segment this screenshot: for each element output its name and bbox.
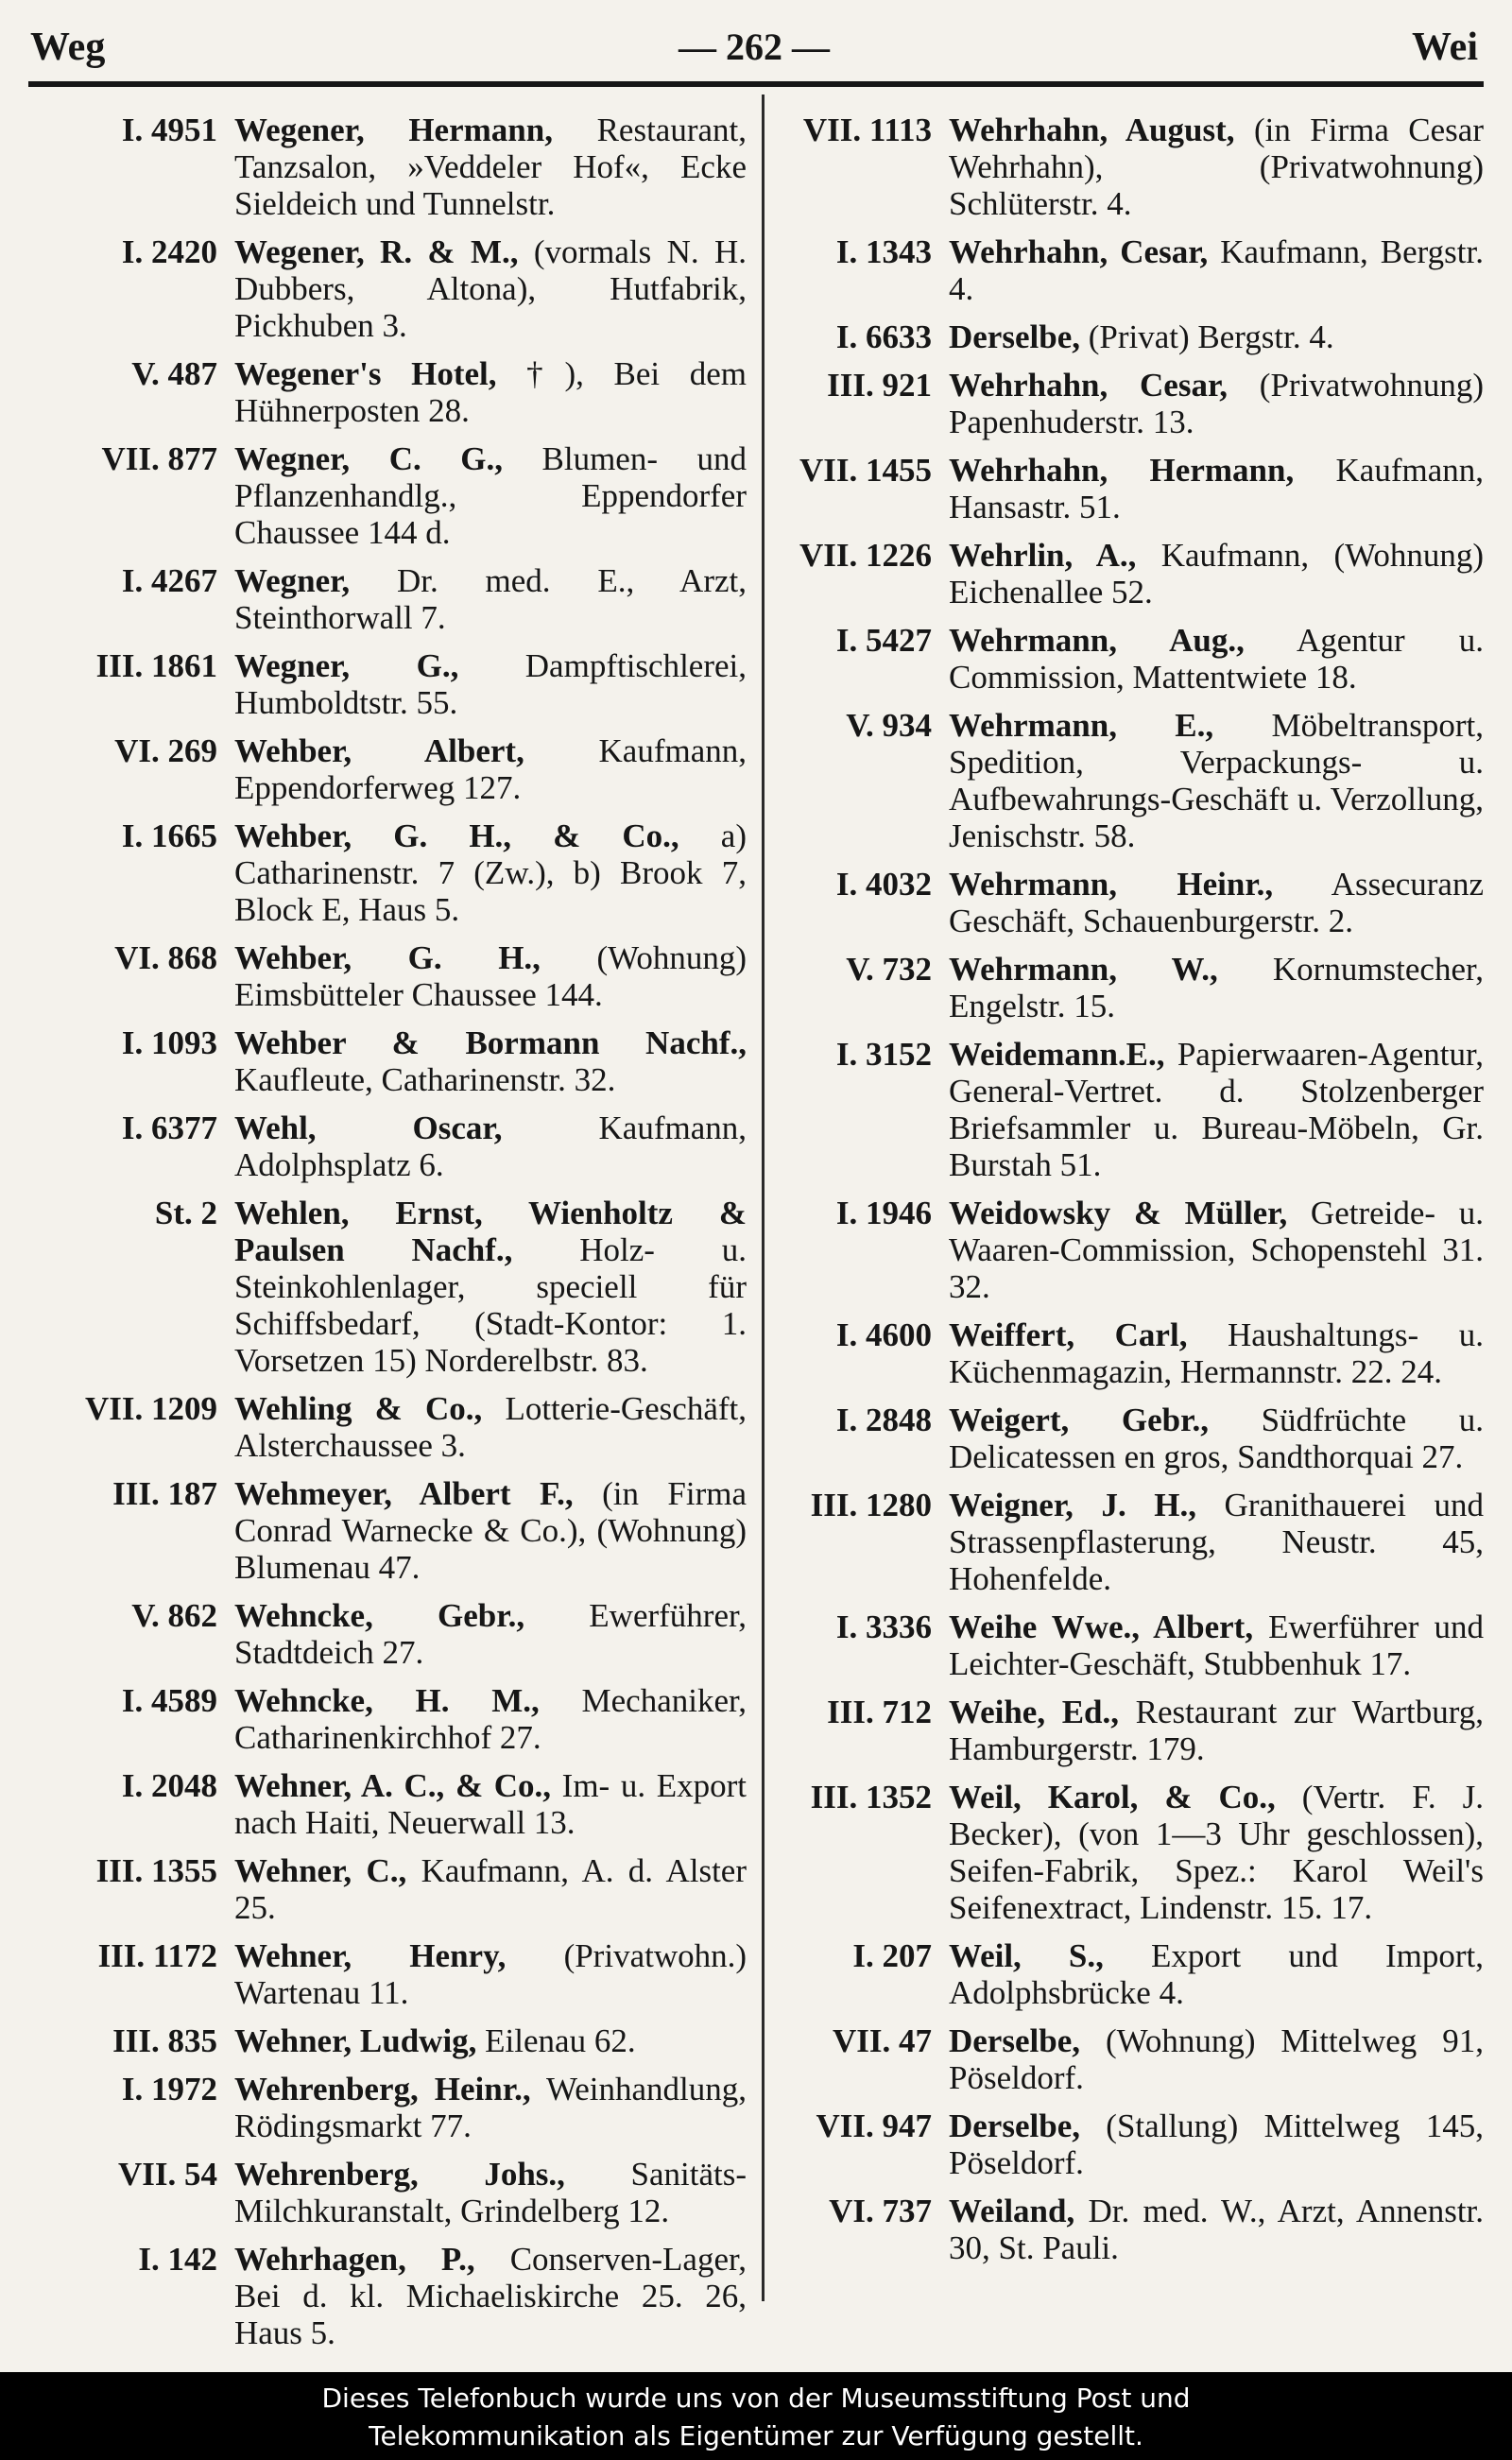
directory-entry	[28, 1110, 747, 1183]
entry-details: (in Firma Conrad Warnecke & Co.), (Wohnung) Blumenau 47.	[234, 1475, 747, 1586]
directory-entry	[28, 817, 747, 928]
entry-text	[949, 537, 1484, 611]
directory-entry	[28, 1390, 747, 1464]
footer-line-2: Telekommunikation als Eigentümer zur Verfügung gestellt.	[369, 2420, 1143, 2451]
phone-number: VI. 868	[114, 939, 217, 976]
directory-entry	[773, 367, 1484, 440]
entry-details: Conserven-Lager, Bei d. kl. Michaeliskirche 25. 26, Haus 5.	[234, 2241, 747, 2351]
directory-entry	[773, 1487, 1484, 1597]
phone-number: I. 4589	[121, 1682, 217, 1719]
entry-text	[234, 647, 747, 721]
phone-number: V. 934	[846, 707, 932, 744]
entry-details: Holz- u. Steinkohlenlager, speciell für Schiffsbedarf, (Stadt-Kontor: 1. Vorsetzen 15) Norderelbstr. 83.	[234, 1231, 747, 1379]
header-right-keyword: Wei	[1412, 26, 1478, 69]
entry-details: Haushaltungs- u. Küchenmagazin, Hermannstr. 22. 24.	[949, 1316, 1484, 1390]
phone-number: VI. 269	[114, 732, 217, 769]
directory-entry	[773, 1316, 1484, 1390]
phone-number: III. 1172	[97, 1937, 217, 1974]
directory-entry	[773, 2107, 1484, 2181]
entry-details: Sanitäts-Milchkuranstalt, Grindelberg 12.	[234, 2156, 747, 2229]
entry-name: Weidowsky & Müller,	[949, 1195, 1288, 1231]
entry-details: Weinhandlung, Rödingsmarkt 77.	[234, 2071, 747, 2144]
directory-entry	[773, 2193, 1484, 2266]
entry-details: Granithauerei und Strassenpflasterung, Neustr. 45, Hohenfelde.	[949, 1487, 1484, 1597]
entry-text	[234, 440, 747, 551]
entry-name: Wehner, Henry,	[234, 1937, 507, 1974]
entry-details: Agentur u. Commission, Mattentwiete 18.	[949, 622, 1484, 696]
entry-name: Wegner,	[234, 562, 351, 599]
directory-entry	[773, 112, 1484, 222]
directory-entry	[28, 2071, 747, 2144]
entry-name: Wehncke, H. M.,	[234, 1682, 540, 1719]
entry-text	[949, 707, 1484, 854]
phone-number: I. 2048	[121, 1767, 217, 1804]
entry-name: Wegner, G.,	[234, 647, 459, 684]
entry-text	[949, 1195, 1484, 1305]
entry-details: Restaurant, Tanzsalon, »Veddeler Hof«, Ecke Sieldeich und Tunnelstr.	[234, 112, 747, 222]
directory-entry	[773, 318, 1484, 355]
phone-number: I. 4032	[835, 866, 932, 903]
entry-name: Weihe, Ed.,	[949, 1694, 1120, 1730]
directory-entry	[773, 707, 1484, 854]
entry-details: Restaurant zur Wartburg, Hamburgerstr. 179.	[949, 1694, 1485, 1767]
header-left-keyword: Weg	[30, 26, 106, 69]
entry-text	[234, 1852, 747, 1926]
entry-name: Derselbe,	[949, 2107, 1080, 2144]
directory-entry	[28, 2022, 747, 2059]
entry-details: Ewerführer, Stadtdeich 27.	[234, 1597, 747, 1671]
entry-text	[234, 1937, 747, 2011]
entry-details: Möbeltransport, Spedition, Verpackungs- u. Aufbewahrungs-Geschäft u. Verzollung, Jenischstr. 58.	[949, 707, 1484, 854]
entry-details: Kaufmann, Adolphsplatz 6.	[234, 1110, 747, 1183]
entry-details: (vormals N. H. Dubbers, Altona), Hutfabrik, Pickhuben 3.	[234, 233, 747, 344]
entry-name: Wehrenberg, Johs.,	[234, 2156, 565, 2193]
phone-number: I. 6377	[121, 1110, 217, 1146]
entry-details: Dr. med. E., Arzt, Steinthorwall 7.	[234, 562, 747, 636]
phone-number: III. 1280	[810, 1487, 932, 1523]
directory-entry	[28, 1682, 747, 1756]
directory-entry	[28, 2156, 747, 2229]
entry-name: Wehlen, Ernst, Wienholtz & Paulsen Nachf.,	[234, 1195, 747, 1268]
entry-name: Weigner, J. H.,	[949, 1487, 1196, 1523]
entry-details: Blumen- und Pflanzenhandlg., Eppendorfer Chaussee 144 d.	[234, 440, 747, 551]
entry-text	[949, 1487, 1484, 1597]
entry-name: Wegner, C. G.,	[234, 440, 503, 477]
phone-number: I. 142	[138, 2241, 217, 2278]
phone-number: I. 1093	[121, 1024, 217, 1061]
entry-details: Kornumstecher, Engelstr. 15.	[949, 951, 1484, 1024]
right-column	[773, 112, 1484, 2278]
entry-text	[234, 2241, 747, 2351]
directory-entry	[773, 1937, 1484, 2011]
directory-entry	[773, 622, 1484, 696]
entry-details: Ewerführer und Leichter-Geschäft, Stubbenhuk 17.	[949, 1608, 1484, 1682]
entry-name: Wehrmann, Heinr.,	[949, 866, 1274, 903]
entry-details: Kaufmann, Bergstr. 4.	[949, 233, 1484, 307]
entry-details: a) Catharinenstr. 7 (Zw.), b) Brook 7, Block E, Haus 5.	[234, 817, 747, 928]
entry-details: Kaufleute, Catharinenstr. 32.	[234, 1061, 616, 1098]
entry-text	[949, 1937, 1484, 2011]
entry-text	[234, 817, 747, 928]
phone-number: VII. 1455	[799, 452, 932, 489]
phone-number: I. 1972	[121, 2071, 217, 2107]
entry-name: Wegener, R. & M.,	[234, 233, 519, 270]
directory-entry	[773, 866, 1484, 939]
entry-name: Derselbe,	[949, 2022, 1080, 2059]
phone-number: I. 1343	[835, 233, 932, 270]
directory-entry	[28, 440, 747, 551]
directory-entry	[773, 1402, 1484, 1475]
entry-details: Kaufmann, (Wohnung) Eichenallee 52.	[949, 537, 1484, 611]
entry-text	[949, 2107, 1484, 2181]
phone-number: III. 1352	[810, 1779, 932, 1815]
phone-number: III. 921	[827, 367, 932, 404]
directory-entry	[773, 2022, 1484, 2096]
entry-text	[234, 2071, 747, 2144]
directory-entry	[28, 2241, 747, 2351]
entry-text	[234, 355, 747, 429]
page-number: — 262 —	[679, 26, 830, 68]
entry-name: Wehrhahn, Cesar,	[949, 233, 1209, 270]
phone-number: V. 862	[131, 1597, 217, 1634]
entry-text	[234, 1475, 747, 1586]
phone-number: I. 2420	[121, 233, 217, 270]
phone-number: I. 4951	[121, 112, 217, 148]
directory-entry	[773, 452, 1484, 525]
entry-details: Assecuranz Geschäft, Schauenburgerstr. 2.	[949, 866, 1484, 939]
entry-text	[949, 1402, 1484, 1475]
entry-text	[234, 1390, 747, 1464]
phone-number: III. 835	[112, 2022, 217, 2059]
entry-details: Eilenau 62.	[485, 2022, 636, 2059]
entry-text	[234, 112, 747, 222]
entry-name: Wehner, C.,	[234, 1852, 407, 1889]
entry-details: †), Bei dem Hühnerposten 28.	[234, 355, 747, 429]
entry-details: Im- u. Export nach Haiti, Neuerwall 13.	[234, 1767, 747, 1841]
entry-text	[949, 1779, 1484, 1926]
phone-number: VII. 1226	[799, 537, 932, 574]
entry-details: Kaufmann, Eppendorferweg 127.	[234, 732, 747, 806]
directory-entry	[28, 1852, 747, 1926]
entry-name: Wehrhahn, Hermann,	[949, 452, 1295, 489]
entry-text	[234, 2156, 747, 2229]
phone-number: I. 207	[852, 1937, 932, 1974]
phone-number: V. 732	[846, 951, 932, 988]
directory-entry	[773, 1694, 1484, 1767]
entry-details: Getreide- u. Waaren-Commission, Schopenstehl 31. 32.	[949, 1195, 1484, 1305]
entry-name: Weiffert, Carl,	[949, 1316, 1188, 1353]
directory-entry	[28, 1597, 747, 1671]
footer-note	[0, 2372, 1512, 2460]
phone-number: I. 2848	[835, 1402, 932, 1438]
directory-entry	[28, 112, 747, 222]
entry-text	[234, 1597, 747, 1671]
phone-number: St. 2	[154, 1195, 217, 1231]
entry-details: Kaufmann, Hansastr. 51.	[949, 452, 1484, 525]
entry-name: Wehner, A. C., & Co.,	[234, 1767, 552, 1804]
entry-details: Mechaniker, Catharinenkirchhof 27.	[234, 1682, 747, 1756]
directory-entry	[773, 1195, 1484, 1305]
directory-entry	[28, 1024, 747, 1098]
entry-text	[949, 1036, 1484, 1183]
directory-entry	[28, 1195, 747, 1379]
entry-text	[234, 1024, 747, 1098]
entry-name: Wehrhahn, Cesar,	[949, 367, 1228, 404]
phone-number: VII. 1113	[802, 112, 932, 148]
entry-name: Weiland,	[949, 2193, 1075, 2229]
phone-number: I. 1946	[835, 1195, 932, 1231]
entry-text	[949, 452, 1484, 525]
entry-name: Wegener, Hermann,	[234, 112, 553, 148]
directory-entry	[28, 562, 747, 636]
entry-text	[234, 1682, 747, 1756]
entry-name: Weidemann.E.,	[949, 1036, 1165, 1073]
entry-details: Papierwaaren-Agentur, General-Vertret. d. Stolzenberger Briefsammler u. Bureau-Möbeln, Gr. Burstah 51.	[949, 1036, 1484, 1183]
entry-details: (Wohnung) Eimsbütteler Chaussee 144.	[234, 939, 747, 1013]
column-divider	[762, 95, 765, 2301]
page-header	[30, 19, 1478, 77]
directory-entry	[28, 233, 747, 344]
phone-number: V. 487	[131, 355, 217, 392]
directory-entry	[773, 233, 1484, 307]
entry-text	[949, 367, 1484, 440]
left-column	[28, 112, 747, 2363]
phone-number: VII. 47	[832, 2022, 932, 2059]
entry-text	[234, 562, 747, 636]
entry-details: (in Firma Cesar Wehrhahn), (Privatwohnung) Schlüterstr. 4.	[949, 112, 1484, 222]
entry-text	[949, 1608, 1484, 1682]
entry-details: (Privat) Bergstr. 4.	[1088, 318, 1334, 355]
entry-details: (Privatwohnung) Papenhuderstr. 13.	[949, 367, 1484, 440]
entry-details: (Stallung) Mittelweg 145, Pöseldorf.	[949, 2107, 1484, 2181]
entry-text	[949, 1316, 1484, 1390]
entry-name: Wehling & Co.,	[234, 1390, 483, 1427]
directory-entry	[773, 1779, 1484, 1926]
entry-name: Weil, S.,	[949, 1937, 1104, 1974]
directory-entry	[28, 1767, 747, 1841]
entry-details: Export und Import, Adolphsbrücke 4.	[949, 1937, 1484, 2011]
phone-number: III. 1355	[95, 1852, 217, 1889]
phone-number: III. 1861	[95, 647, 217, 684]
entry-name: Wehrhahn, August,	[949, 112, 1235, 148]
phone-number: VII. 877	[101, 440, 217, 477]
directory-entry	[28, 732, 747, 806]
header-rule	[28, 81, 1484, 87]
phone-number: VII. 1209	[84, 1390, 217, 1427]
entry-name: Wehrlin, A.,	[949, 537, 1137, 574]
entry-details: Dr. med. W., Arzt, Annenstr. 30, St. Pauli.	[949, 2193, 1485, 2266]
entry-text	[234, 732, 747, 806]
entry-name: Wehrmann, Aug.,	[949, 622, 1245, 659]
entry-name: Wehber, Albert,	[234, 732, 524, 769]
entry-text	[949, 2022, 1484, 2096]
directory-entry	[28, 1937, 747, 2011]
entry-name: Wehrenberg, Heinr.,	[234, 2071, 531, 2107]
entry-text	[234, 939, 747, 1013]
entry-details: (Privatwohn.) Wartenau 11.	[234, 1937, 747, 2011]
phone-number: III. 712	[827, 1694, 932, 1730]
phone-number: I. 1665	[121, 817, 217, 854]
entry-name: Wehber, G. H.,	[234, 939, 541, 976]
entry-name: Wehmeyer, Albert F.,	[234, 1475, 574, 1512]
phone-number: I. 4267	[121, 562, 217, 599]
entry-name: Weihe Wwe., Albert,	[949, 1608, 1254, 1645]
entry-details: (Wohnung) Mittelweg 91, Pöseldorf.	[949, 2022, 1484, 2096]
entry-name: Wehner, Ludwig,	[234, 2022, 477, 2059]
entry-name: Wehrmann, E.,	[949, 707, 1214, 744]
entry-text	[949, 318, 1484, 355]
entry-text	[234, 2022, 747, 2059]
entry-details: Südfrüchte u. Delicatessen en gros, Sandthorquai 27.	[949, 1402, 1484, 1475]
entry-details: Lotterie-Geschäft, Alsterchaussee 3.	[234, 1390, 747, 1464]
entry-text	[949, 866, 1484, 939]
phone-number: I. 6633	[835, 318, 932, 355]
entry-text	[234, 1767, 747, 1841]
entry-text	[949, 1694, 1484, 1767]
entry-name: Wehncke, Gebr.,	[234, 1597, 525, 1634]
entry-text	[949, 951, 1484, 1024]
phone-number: VII. 947	[816, 2107, 932, 2144]
entry-name: Wehrmann, W.,	[949, 951, 1218, 988]
phone-number: I. 4600	[835, 1316, 932, 1353]
entry-name: Wegener's Hotel,	[234, 355, 497, 392]
phone-number: I. 3336	[835, 1608, 932, 1645]
directory-entry	[28, 355, 747, 429]
entry-text	[234, 233, 747, 344]
phone-number: VII. 54	[117, 2156, 217, 2193]
entry-details: Kaufmann, A. d. Alster 25.	[234, 1852, 747, 1926]
phone-number: I. 5427	[835, 622, 932, 659]
entry-name: Wehber & Bormann Nachf.,	[234, 1024, 747, 1061]
entry-text	[949, 112, 1484, 222]
directory-entry	[773, 1608, 1484, 1682]
directory-entry	[773, 537, 1484, 611]
entry-name: Wehrhagen, P.,	[234, 2241, 475, 2278]
directory-entry	[773, 1036, 1484, 1183]
entry-details: Dampftischlerei, Humboldtstr. 55.	[234, 647, 747, 721]
footer-line-1: Dieses Telefonbuch wurde uns von der Museumsstiftung Post und	[321, 2383, 1191, 2414]
entry-text	[234, 1110, 747, 1183]
entry-name: Wehber, G. H., & Co.,	[234, 817, 679, 854]
entry-name: Wehl, Oscar,	[234, 1110, 503, 1146]
directory-entry	[28, 939, 747, 1013]
entry-name: Derselbe,	[949, 318, 1080, 355]
entry-text	[949, 622, 1484, 696]
entry-text	[949, 2193, 1484, 2266]
phone-number: III. 187	[112, 1475, 217, 1512]
directory-entry	[28, 647, 747, 721]
directory-entry	[773, 951, 1484, 1024]
entry-name: Weigert, Gebr.,	[949, 1402, 1209, 1438]
entry-name: Weil, Karol, & Co.,	[949, 1779, 1276, 1815]
entry-details: (Vertr. F. J. Becker), (von 1—3 Uhr geschlossen), Seifen-Fabrik, Spez.: Karol Weil's Seifenextract, Lindenstr. 15. 17.	[949, 1779, 1484, 1926]
entry-text	[949, 233, 1484, 307]
entry-text	[234, 1195, 747, 1379]
phone-number: VI. 737	[829, 2193, 932, 2229]
directory-entry	[28, 1475, 747, 1586]
phone-number: I. 3152	[835, 1036, 932, 1073]
